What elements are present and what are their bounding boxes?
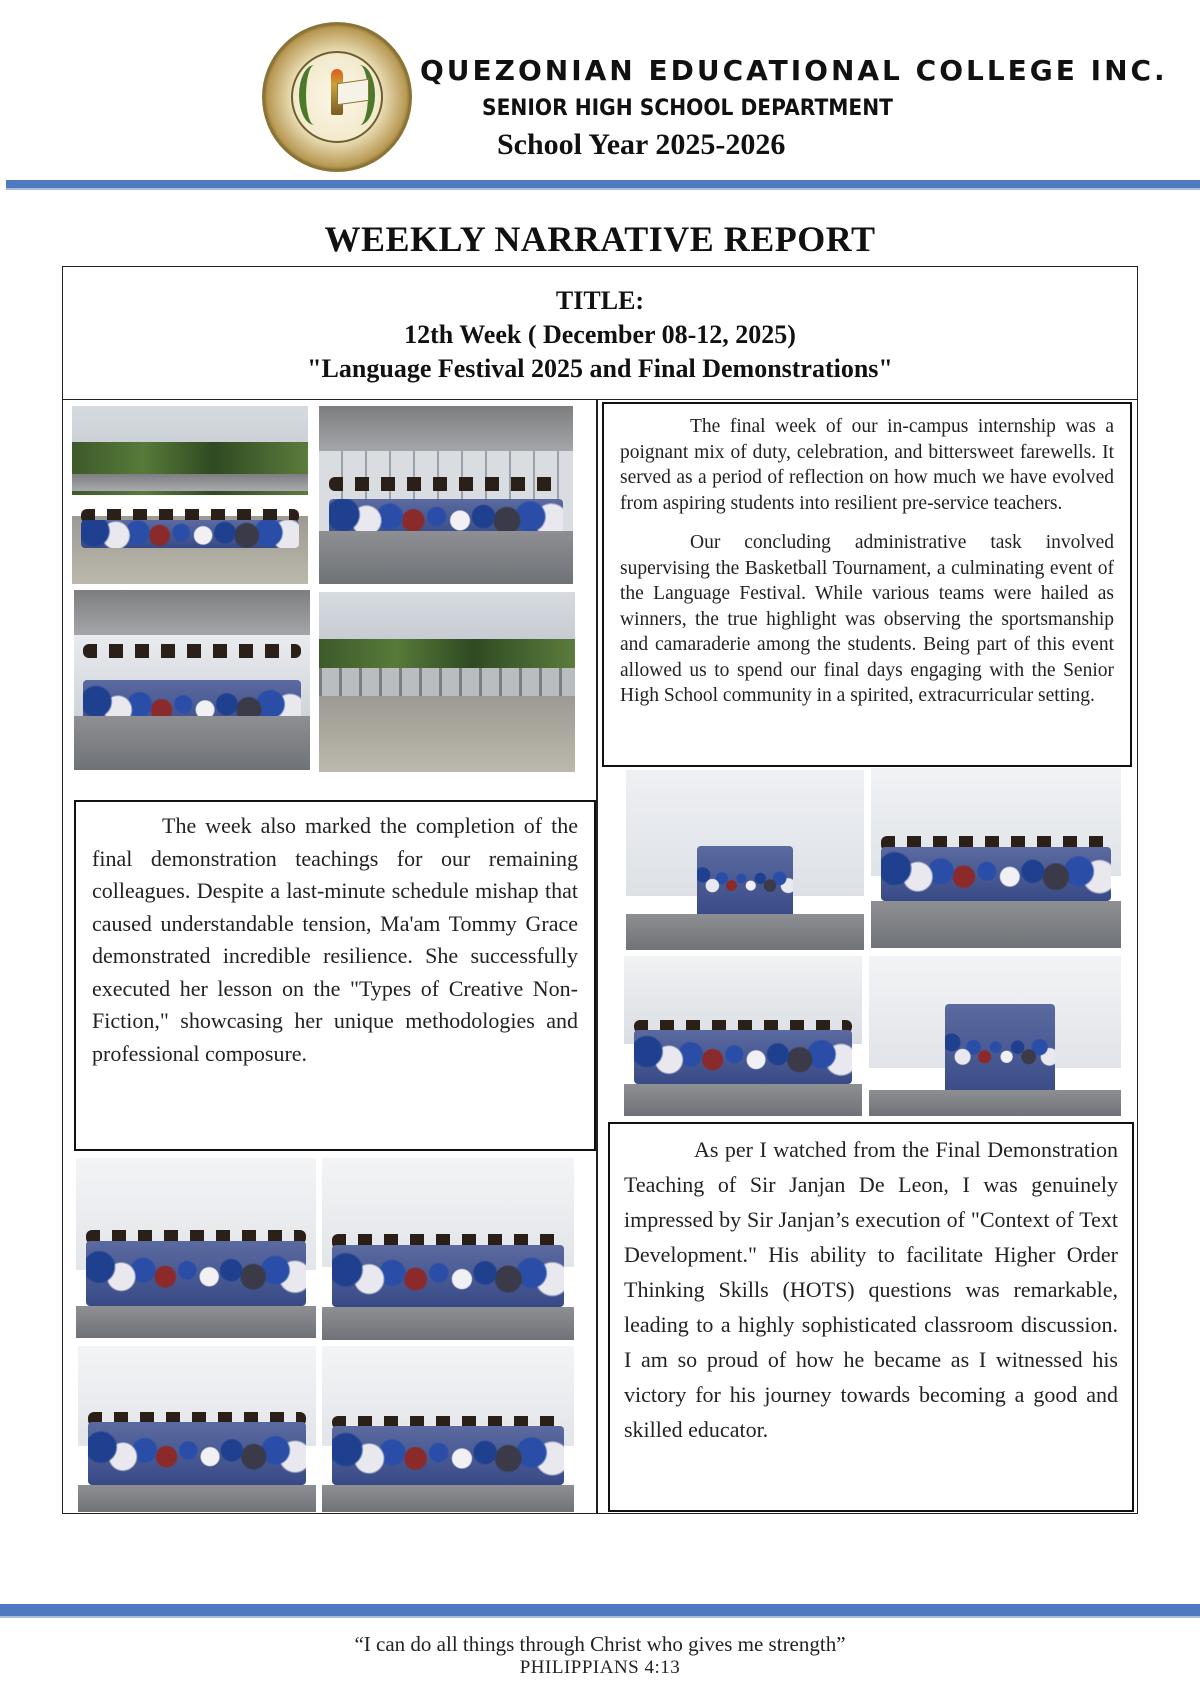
demonstration-text-box	[74, 800, 596, 1151]
photo-group-class-2	[322, 1158, 574, 1340]
college-name: QUEZONIAN EDUCATIONAL COLLEGE INC.	[420, 54, 1168, 87]
photo-court-game	[319, 592, 575, 772]
footer-verse: PHILIPPIANS 4:13	[519, 1657, 681, 1678]
sir-janjan-paragraph: As per I watched from the Final Demonstration Teaching of Sir Janjan De Leon, I was genuinely impressed by Sir Janjan’s execution of "Context of Text Development." His ability to facilitate Higher Order Thinking Skills (HOTS) questions was remarkable, leading to a highly sophisticated classroom discussion. I am so proud of how he became as I witnessed his victory for his journey towards becoming a good and skilled educator.	[624, 1137, 1118, 1442]
week-label: 12th Week ( December 08-12, 2025)	[404, 320, 796, 349]
photo-spectators	[74, 590, 310, 770]
title-label: TITLE:	[555, 286, 645, 315]
photo-thumbs-up-pair	[869, 956, 1121, 1116]
book-icon	[337, 79, 369, 105]
laurel-left-icon	[299, 65, 330, 125]
photo-basketball-court	[72, 406, 308, 584]
footer-divider	[0, 1604, 1200, 1618]
photo-teacher-demo-1	[626, 770, 864, 950]
department-name: SENIOR HIGH SCHOOL DEPARTMENT	[482, 96, 893, 121]
demonstration-paragraph: The week also marked the completion of the final demonstration teachings for our remaining colleagues. Despite a last-minute schedule mishap that caused understandable tension, Ma'am Tommy Grace demonstrated incredible resilience. She successfully executed her lesson on the "Types of Creative Non-Fiction," showcasing her unique methodologies and professional composure.	[92, 813, 578, 1066]
photo-classroom-group-2	[624, 956, 862, 1116]
title-box	[62, 266, 1138, 400]
photo-bleachers-students	[319, 406, 573, 584]
page-title: WEEKLY NARRATIVE REPORT	[324, 219, 876, 259]
college-seal-logo	[262, 22, 412, 172]
photo-classroom-group-1	[871, 768, 1121, 948]
header-divider	[6, 180, 1200, 190]
footer-quote: “I can do all things through Christ who gives me strength”	[354, 1632, 846, 1656]
internship-text-box	[602, 402, 1132, 767]
basketball-paragraph: Our concluding administrative task involved supervising the Basketball Tournament, a culminating event of the Language Festival. While various teams were hailed as winners, the true highlight was observing the sportsmanship and camaraderie among the students. Being part of this event allowed us to spend our final days engaging with the Senior High School community in a spirited, extracurricular setting.	[620, 532, 1114, 706]
internship-intro-paragraph: The final week of our in-campus internship was a poignant mix of duty, celebration, and bittersweet farewells. It served as a period of reflection on how much we have evolved from aspiring students into resilient pre-service teachers.	[620, 416, 1114, 514]
photo-group-class-3	[78, 1346, 316, 1512]
theme-label: "Language Festival 2025 and Final Demonstrations"	[307, 354, 893, 383]
column-divider	[596, 400, 598, 1514]
photo-group-class-4	[322, 1346, 574, 1512]
school-year: School Year 2025-2026	[497, 128, 786, 161]
photo-group-class-1	[76, 1158, 316, 1338]
sir-janjan-text-box	[608, 1122, 1134, 1512]
